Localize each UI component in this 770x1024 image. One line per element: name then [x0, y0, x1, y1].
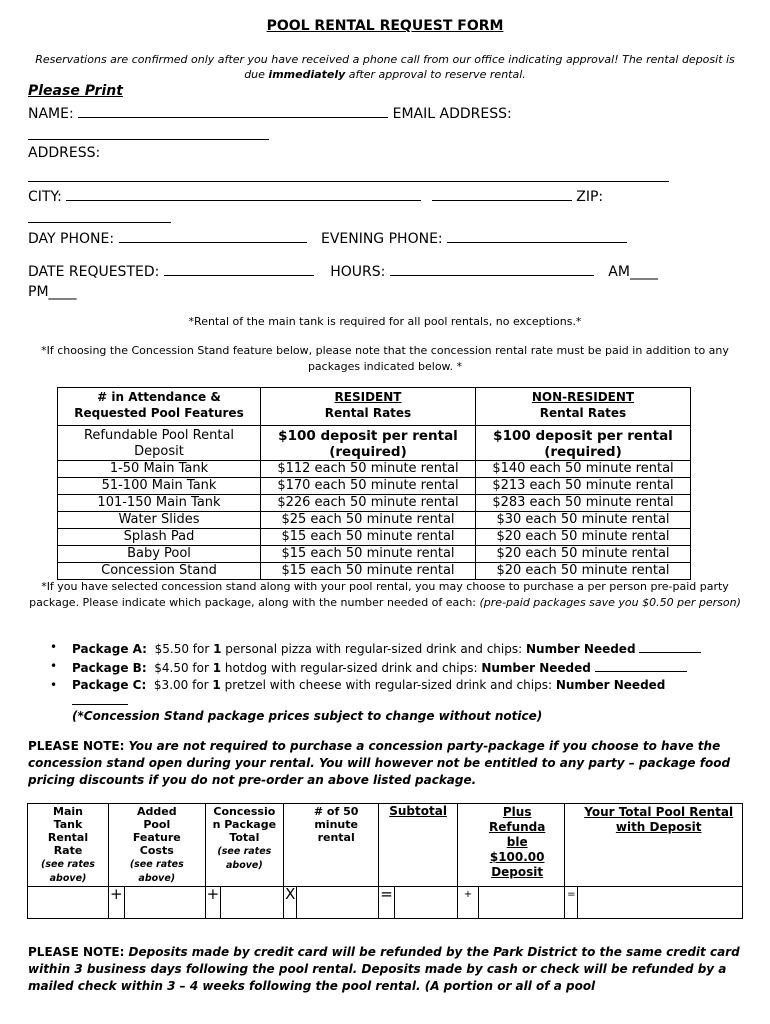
- plus-sign: +: [109, 887, 125, 919]
- deposit-feature: Refundable Pool Rental Deposit: [58, 426, 261, 461]
- package-c-input-line[interactable]: [72, 704, 128, 705]
- am-field[interactable]: AM____: [608, 264, 658, 280]
- header-resident-line2: Rental Rates: [324, 406, 412, 420]
- times-sign: X: [284, 887, 297, 919]
- main-tank-header: [28, 804, 109, 887]
- added-pool-header: [109, 804, 206, 887]
- please-note-2: [28, 944, 742, 995]
- package-needed-label: Number Needed: [555, 678, 666, 692]
- date-input-line[interactable]: [164, 262, 314, 276]
- rate-nonresident: $20 each 50 minute rental: [476, 529, 691, 546]
- total-entry[interactable]: [578, 887, 743, 919]
- num50-header: [284, 804, 379, 887]
- package-note: [28, 579, 742, 611]
- subtotal-header: [379, 804, 458, 887]
- rate-row: [58, 461, 691, 478]
- bullet-icon: •: [50, 659, 58, 673]
- hours-label: HOURS:: [330, 264, 386, 280]
- zip-input-line[interactable]: [28, 222, 171, 223]
- package-item: [50, 639, 750, 658]
- rate-row: [58, 495, 691, 512]
- plus-refund-header: [457, 804, 564, 887]
- package-note-italic: (pre-paid packages save you $0.50 per person): [479, 596, 741, 609]
- rates-table: [57, 387, 691, 580]
- deposit-resident: $100 deposit per rental (required): [261, 426, 476, 461]
- phone-row: [28, 229, 627, 248]
- evening-phone-label: EVENING PHONE:: [320, 231, 443, 247]
- price-change-note: (*Concession Stand package prices subject to change without notice): [72, 709, 543, 723]
- main-tank-entry[interactable]: [28, 887, 109, 919]
- evening-phone-input-line[interactable]: [447, 229, 627, 243]
- package-qty: 1: [212, 678, 221, 692]
- rate-feature: Baby Pool: [58, 546, 261, 563]
- pm-field[interactable]: PM____: [28, 284, 77, 300]
- day-phone-label: DAY PHONE:: [28, 231, 115, 247]
- zip-label: ZIP:: [576, 189, 604, 205]
- package-price: $5.50 for: [154, 642, 214, 656]
- see-rates-note: (see rates above): [217, 846, 272, 871]
- intro-bold: immediately: [268, 68, 346, 81]
- intro-part2: after approval to reserve rental.: [345, 68, 526, 81]
- rate-feature: Water Slides: [58, 512, 261, 529]
- deposit-nonresident: $100 deposit per rental (required): [476, 426, 691, 461]
- name-row: [28, 104, 512, 123]
- package-note-text: *If you have selected concession stand along with your pool rental, you may choose to purchase a per person pre-paid party package. Please indicate which package, along with the number needed of each:: [29, 580, 729, 609]
- header-resident-line1: RESIDENT: [334, 390, 402, 404]
- rate-feature: 51-100 Main Tank: [58, 478, 261, 495]
- please-note-2-text: Deposits made by credit card will be refunded by the Park District to the same credit card within 3 business days following the pool rental. Deposits made by cash or check will be refunded by a mailed check within 3 – 4 weeks following the pool rental. (A portion or all of a pool: [28, 945, 740, 993]
- package-needed-label: Number Needed: [525, 642, 636, 656]
- package-price: $3.00 for: [153, 678, 213, 692]
- package-price: $4.50 for: [154, 661, 213, 675]
- date-row: [28, 262, 658, 281]
- rate-row: [58, 563, 691, 580]
- date-requested-label: DATE REQUESTED:: [28, 264, 160, 280]
- please-note-1: [28, 738, 742, 789]
- header-features: [58, 388, 261, 426]
- calc-entry-row: [28, 887, 743, 919]
- package-name: Package B:: [72, 661, 147, 675]
- see-rates-note: (see rates above): [129, 859, 184, 884]
- package-b-input-line[interactable]: [595, 658, 687, 672]
- added-pool-label: Added Pool Feature Costs: [132, 805, 181, 857]
- added-pool-entry[interactable]: [124, 887, 205, 919]
- header-features-line2: Requested Pool Features: [74, 406, 244, 420]
- rate-nonresident: $20 each 50 minute rental: [476, 546, 691, 563]
- equals-sign: =: [565, 887, 578, 919]
- please-note-1-text: You are not required to purchase a concession party-package if you choose to have the concession stand open during your rental. You will however not be entitled to any party – package food pricing discounts if you do not pre-order an above listed package.: [28, 739, 731, 787]
- concession-pkg-label: Concessio n Package Total: [212, 805, 277, 844]
- concession-note: *If choosing the Concession Stand feature below, please note that the concession rental rate must be paid in addition to any packages indicated below. *: [41, 344, 729, 373]
- equals-sign: =: [379, 887, 395, 919]
- email-input-line[interactable]: [28, 139, 269, 140]
- rate-resident: $170 each 50 minute rental: [261, 478, 476, 495]
- main-tank-note: *Rental of the main tank is required for all pool rentals, no exceptions.*: [188, 315, 582, 328]
- address-label: ADDRESS:: [28, 145, 101, 161]
- refund-entry[interactable]: [478, 887, 564, 919]
- rate-row: [58, 546, 691, 563]
- rate-row: [58, 529, 691, 546]
- bullet-icon: •: [50, 640, 58, 654]
- subtotal-entry[interactable]: [394, 887, 457, 919]
- rate-resident: $15 each 50 minute rental: [261, 563, 476, 580]
- rate-nonresident: $20 each 50 minute rental: [476, 563, 691, 580]
- rate-resident: $226 each 50 minute rental: [261, 495, 476, 512]
- plus-refund-label: Plus Refunda ble $100.00 Deposit: [488, 805, 546, 879]
- deposit-row: [58, 426, 691, 461]
- bullet-icon: •: [50, 678, 58, 692]
- state-input-line[interactable]: [432, 187, 572, 201]
- num50-label: # of 50 minute rental: [313, 805, 359, 844]
- your-total-header: [565, 804, 743, 887]
- header-nonresident: [476, 388, 691, 426]
- rate-feature: 101-150 Main Tank: [58, 495, 261, 512]
- please-note-2-label: PLEASE NOTE:: [28, 945, 125, 959]
- package-name: Package A:: [72, 642, 147, 656]
- rate-row: [58, 478, 691, 495]
- rate-row: [58, 512, 691, 529]
- intro-part1: Reservations are confirmed only after you have received a phone call from our office indicating approval! The rental deposit is due: [35, 53, 735, 81]
- package-qty: 1: [212, 661, 222, 675]
- header-nonresident-line2: Rental Rates: [539, 406, 627, 420]
- hours-input-line[interactable]: [390, 262, 594, 276]
- calc-header-row: [28, 804, 743, 887]
- day-phone-input-line[interactable]: [119, 229, 307, 243]
- name-input-line[interactable]: [78, 104, 388, 118]
- concession-entry[interactable]: [221, 887, 284, 919]
- rate-feature: 1-50 Main Tank: [58, 461, 261, 478]
- subtotal-label: Subtotal: [389, 804, 447, 818]
- rate-nonresident: $213 each 50 minute rental: [476, 478, 691, 495]
- package-desc: personal pizza with regular-sized drink and chips:: [221, 642, 526, 656]
- plus-sign: +: [205, 887, 221, 919]
- please-note-1-label: PLEASE NOTE:: [28, 739, 125, 753]
- email-label: EMAIL ADDRESS:: [392, 106, 512, 122]
- header-nonresident-line1: NON-RESIDENT: [531, 390, 635, 404]
- package-desc: hotdog with regular-sized drink and chips:: [221, 661, 482, 675]
- rate-feature: Splash Pad: [58, 529, 261, 546]
- rate-feature: Concession Stand: [58, 563, 261, 580]
- header-features-line1: # in Attendance &: [97, 390, 221, 404]
- package-name: Package C:: [72, 678, 147, 692]
- rate-nonresident: $140 each 50 minute rental: [476, 461, 691, 478]
- rate-nonresident: $30 each 50 minute rental: [476, 512, 691, 529]
- package-desc: pretzel with cheese with regular-sized drink and chips:: [220, 678, 556, 692]
- package-item: [50, 677, 750, 694]
- city-row: [28, 187, 603, 206]
- package-item: [50, 658, 750, 677]
- concession-pkg-header: [205, 804, 284, 887]
- rate-resident: $112 each 50 minute rental: [261, 461, 476, 478]
- please-print-heading: Please Print: [28, 83, 123, 99]
- see-rates-note: (see rates above): [41, 859, 95, 884]
- rate-resident: $25 each 50 minute rental: [261, 512, 476, 529]
- plus-sign: +: [457, 887, 478, 919]
- intro-text: [28, 52, 742, 82]
- address-input-line[interactable]: [28, 181, 669, 182]
- city-input-line[interactable]: [66, 187, 421, 201]
- package-qty: 1: [213, 642, 222, 656]
- city-label: CITY:: [28, 189, 62, 205]
- main-tank-label: Main Tank Rental Rate: [47, 805, 89, 857]
- rate-nonresident: $283 each 50 minute rental: [476, 495, 691, 512]
- rate-resident: $15 each 50 minute rental: [261, 529, 476, 546]
- package-needed-label: Number Needed: [481, 661, 591, 675]
- calc-table: [27, 803, 743, 919]
- page-title: POOL RENTAL REQUEST FORM: [266, 18, 504, 34]
- name-label: NAME:: [28, 106, 74, 122]
- rate-resident: $15 each 50 minute rental: [261, 546, 476, 563]
- rates-header-row: [58, 388, 691, 426]
- header-resident: [261, 388, 476, 426]
- num50-entry[interactable]: [297, 887, 379, 919]
- package-a-input-line[interactable]: [639, 639, 701, 653]
- package-list: [50, 639, 750, 694]
- your-total-label: Your Total Pool Rental with Deposit: [584, 805, 734, 834]
